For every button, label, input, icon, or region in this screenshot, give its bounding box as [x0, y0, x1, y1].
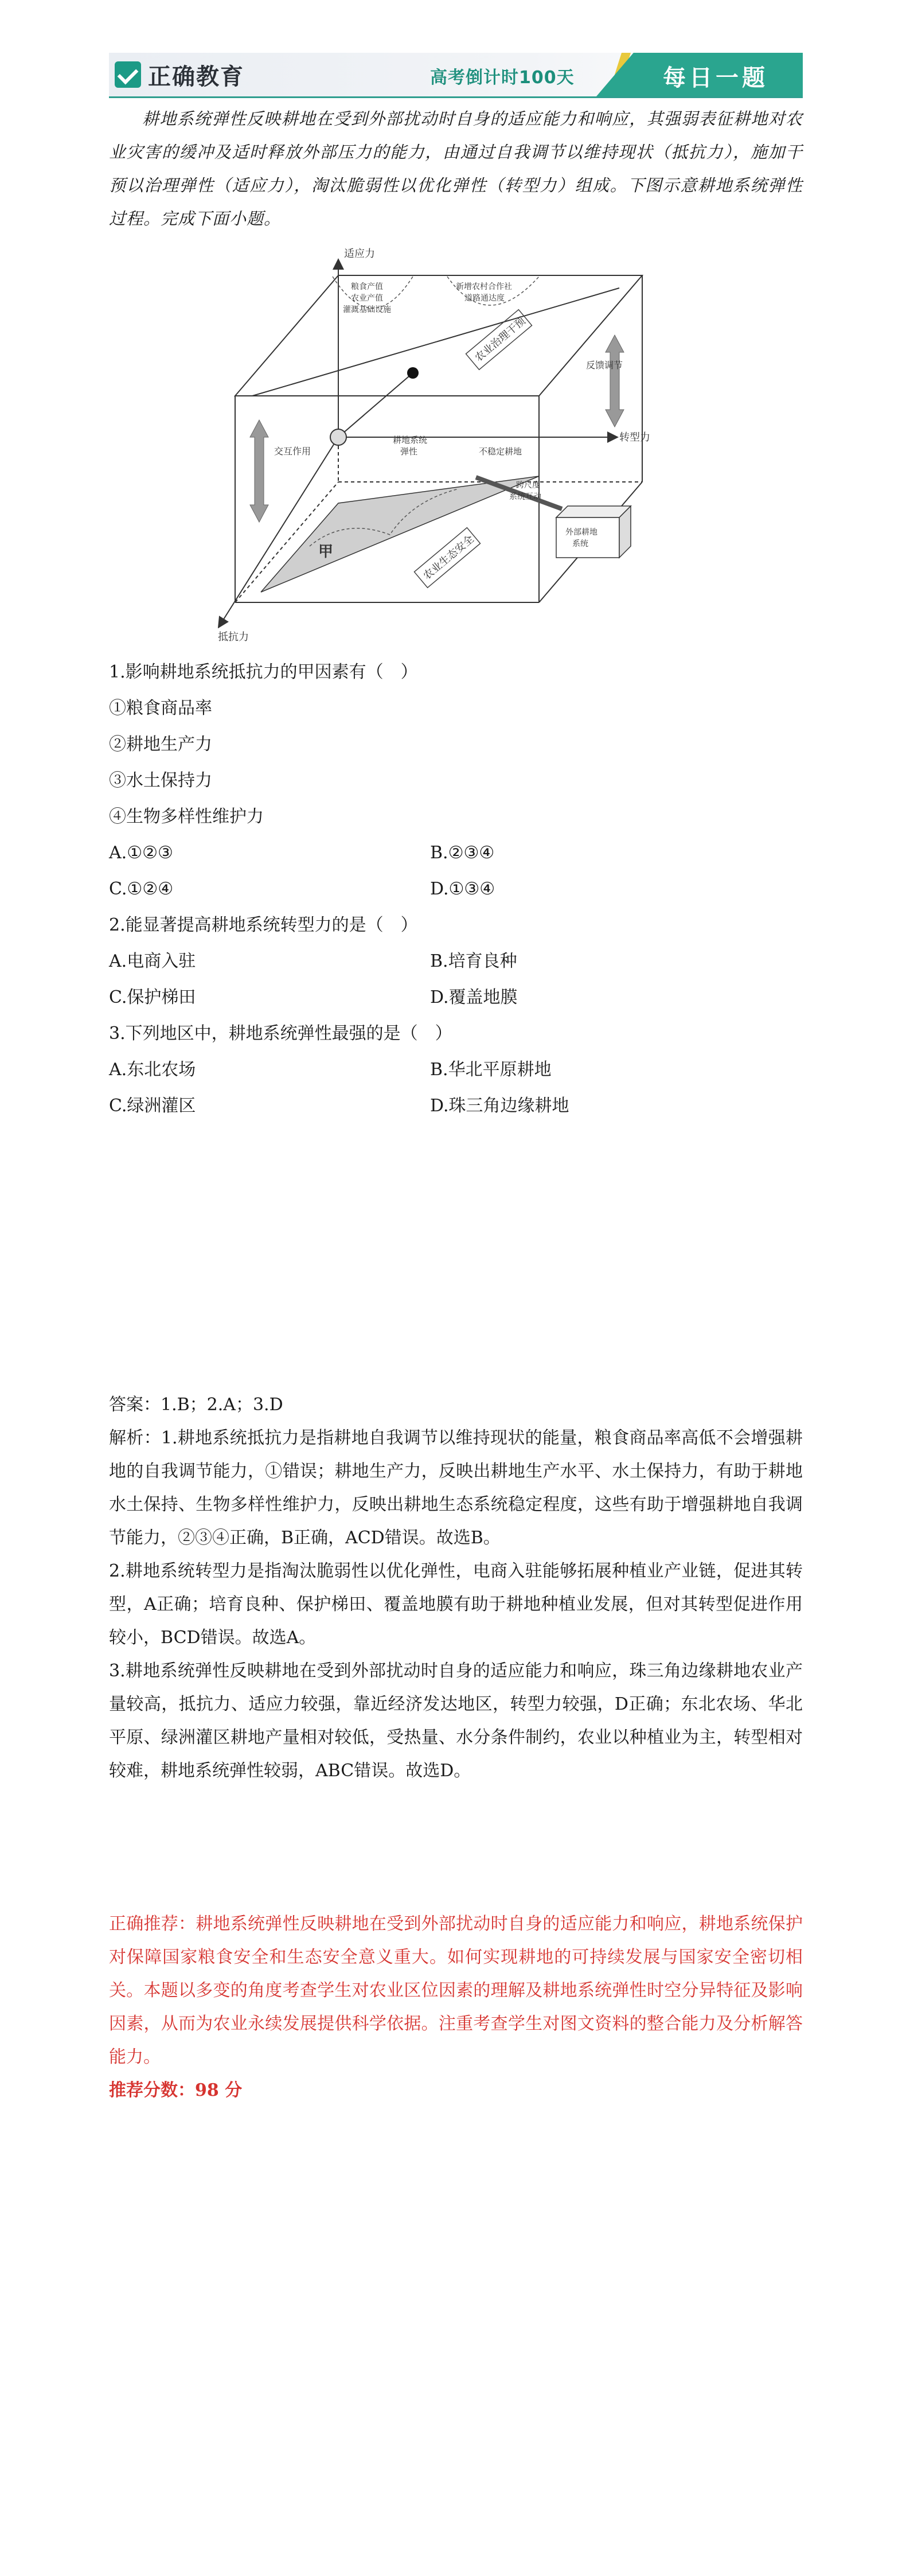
q2-option-b[interactable]: B.培育良种 [430, 951, 517, 971]
brand-name: 正确教育 [148, 63, 244, 90]
answer-section [109, 1388, 803, 1788]
feedback-arrow [606, 335, 624, 427]
outer-box [556, 517, 619, 558]
cross-label-2: 系统互动 [509, 492, 541, 501]
jia-label: 甲 [318, 543, 334, 561]
q3-option-d[interactable]: D.珠三角边缘耕地 [430, 1096, 569, 1116]
analysis-q2: 2.耕地系统转型力是指淘汰脆弱性以优化弹性，电商入驻能够拓展种植业产业链，促进其转型，A正确；培育良种、保护梯田、覆盖地膜有助于耕地种植业发展，但对其转型促进作用较小，BCD错误。故选A。 [109, 1561, 803, 1648]
daily-question-label: 每日一题 [663, 65, 768, 91]
answer-key: 答案：1.B；2.A；3.D [109, 1395, 283, 1415]
svg-text:农业生态安全: 农业生态安全 [421, 533, 477, 582]
core-rod [338, 373, 413, 437]
interaction-arrow [250, 420, 268, 522]
recommend-section [109, 1908, 803, 2107]
stamp-governance [466, 310, 532, 370]
q1-item-1: ①粮食商品率 [109, 698, 212, 718]
q1-stem: 1.影响耕地系统抵抗力的甲因素有（ ） [109, 662, 418, 682]
q3-option-a[interactable]: A.东北农场 [109, 1060, 196, 1080]
q1-item-3: ③水土保持力 [109, 771, 212, 791]
q1-option-c[interactable]: C.①②④ [109, 879, 174, 899]
q2-options-row-1 [109, 943, 803, 979]
q3-option-b[interactable]: B.华北平原耕地 [430, 1060, 552, 1080]
outer-label-2: 系统 [572, 539, 588, 548]
brand [115, 57, 244, 92]
grain-value-label: 粮食产值 [351, 282, 383, 291]
q1-option-b[interactable]: B.②③④ [430, 843, 495, 863]
header-banner [109, 53, 803, 98]
core-label-2: 弹性 [400, 446, 418, 457]
axis-resist-label: 抵抗力 [218, 631, 249, 643]
outer-box-top [556, 506, 631, 517]
q2-options-row-2 [109, 979, 803, 1015]
questions-section [109, 654, 803, 1124]
q2-option-c[interactable]: C.保护梯田 [109, 987, 196, 1007]
road-label: 道路通达度 [464, 294, 505, 303]
svg-text:农业治理干预: 农业治理干预 [472, 315, 528, 364]
unstable-label: 不稳定耕地 [479, 446, 522, 457]
q3-options-row-2 [109, 1088, 803, 1124]
q2-option-a[interactable]: A.电商入驻 [109, 951, 196, 971]
resilience-diagram [218, 248, 700, 649]
axis-transform-label: 转型力 [619, 431, 650, 443]
q2-option-d[interactable]: D.覆盖地膜 [430, 987, 518, 1007]
core-ball [407, 367, 419, 379]
feedback-label: 反馈调节 [586, 360, 623, 371]
q1-option-d[interactable]: D.①③④ [430, 879, 495, 899]
adapt-region-left [333, 277, 413, 308]
stamp-ecology [414, 528, 480, 588]
q1-options-row-2 [109, 871, 803, 907]
axis-adapt-label: 适应力 [344, 248, 375, 260]
check-logo-icon [115, 61, 141, 88]
q3-stem: 3.下列地区中，耕地系统弹性最强的是（ ） [109, 1024, 452, 1044]
q2-stem: 2.能显著提高耕地系统转型力的是（ ） [109, 915, 418, 935]
cross-label-1: 跨尺度 [516, 481, 540, 490]
irrigation-label: 灌溉基础设施 [343, 305, 391, 314]
analysis-q1: 解析：1.耕地系统抵抗力是指耕地自我调节以维持现状的能量，粮食商品率高低不会增强耕地的自我调节能力，①错误；耕地生产力，反映出耕地生产水平、水土保持力，有助于耕地水土保持、生物多样性维护力，反映出耕地生态系统稳定程度，这些有助于增强耕地自我调节能力，②③④正确，B正确，ACD错误。故选B。 [109, 1428, 803, 1548]
intro-paragraph: 耕地系统弹性反映耕地在受到外部扰动时自身的适应能力和响应，其强弱表征耕地对农业灾害的缓冲及适时释放外部压力的能力，由通过自我调节以维持现状（抵抗力），施加干预以治理弹性（适应力），淘汰脆弱性以优化弹性（转型力）组成。下图示意耕地系统弹性过程。完成下面小题。 [109, 109, 803, 228]
core-label-1: 耕地系统 [393, 435, 428, 445]
outer-label-1: 外部耕地 [565, 528, 597, 537]
q1-options-row-1 [109, 835, 803, 871]
coop-label: 新增农村合作社 [456, 282, 512, 291]
q1-option-a[interactable]: A.①②③ [109, 843, 173, 863]
core-sphere [330, 429, 346, 445]
q3-options-row-1 [109, 1052, 803, 1088]
agri-value-label: 农业产值 [351, 294, 383, 303]
q3-option-c[interactable]: C.绿洲灌区 [109, 1096, 196, 1116]
recommend-score: 推荐分数：98 分 [109, 2080, 243, 2100]
recommend-text: 正确推荐：耕地系统弹性反映耕地在受到外部扰动时自身的适应能力和响应，耕地系统保护对保障国家粮食安全和生态安全意义重大。如何实现耕地的可持续发展与国家安全密切相关。本题以多变的角度考查学生对农业区位因素的理解及耕地系统弹性时空分异特征及影响因素，从而为农业永续发展提供科学依据。注重考查学生对图文资料的整合能力及分析解答能力。 [109, 1914, 803, 2067]
q1-item-2: ②耕地生产力 [109, 734, 212, 754]
interaction-label: 交互作用 [274, 446, 311, 457]
countdown-text: 高考倒计时100天 [430, 68, 575, 88]
q1-item-4: ④生物多样性维护力 [109, 807, 264, 827]
analysis-q3: 3.耕地系统弹性反映耕地在受到外部扰动时自身的适应能力和响应，珠三角边缘耕地农业产量较高，抵抗力、适应力较强，靠近经济发达地区，转型力较强，D正确；东北农场、华北平原、绿洲灌区耕地产量相对较低，受热量、水分条件制约，农业以种植业为主，转型相对较难，耕地系统弹性较弱，ABC错误。故选D。 [109, 1661, 803, 1781]
